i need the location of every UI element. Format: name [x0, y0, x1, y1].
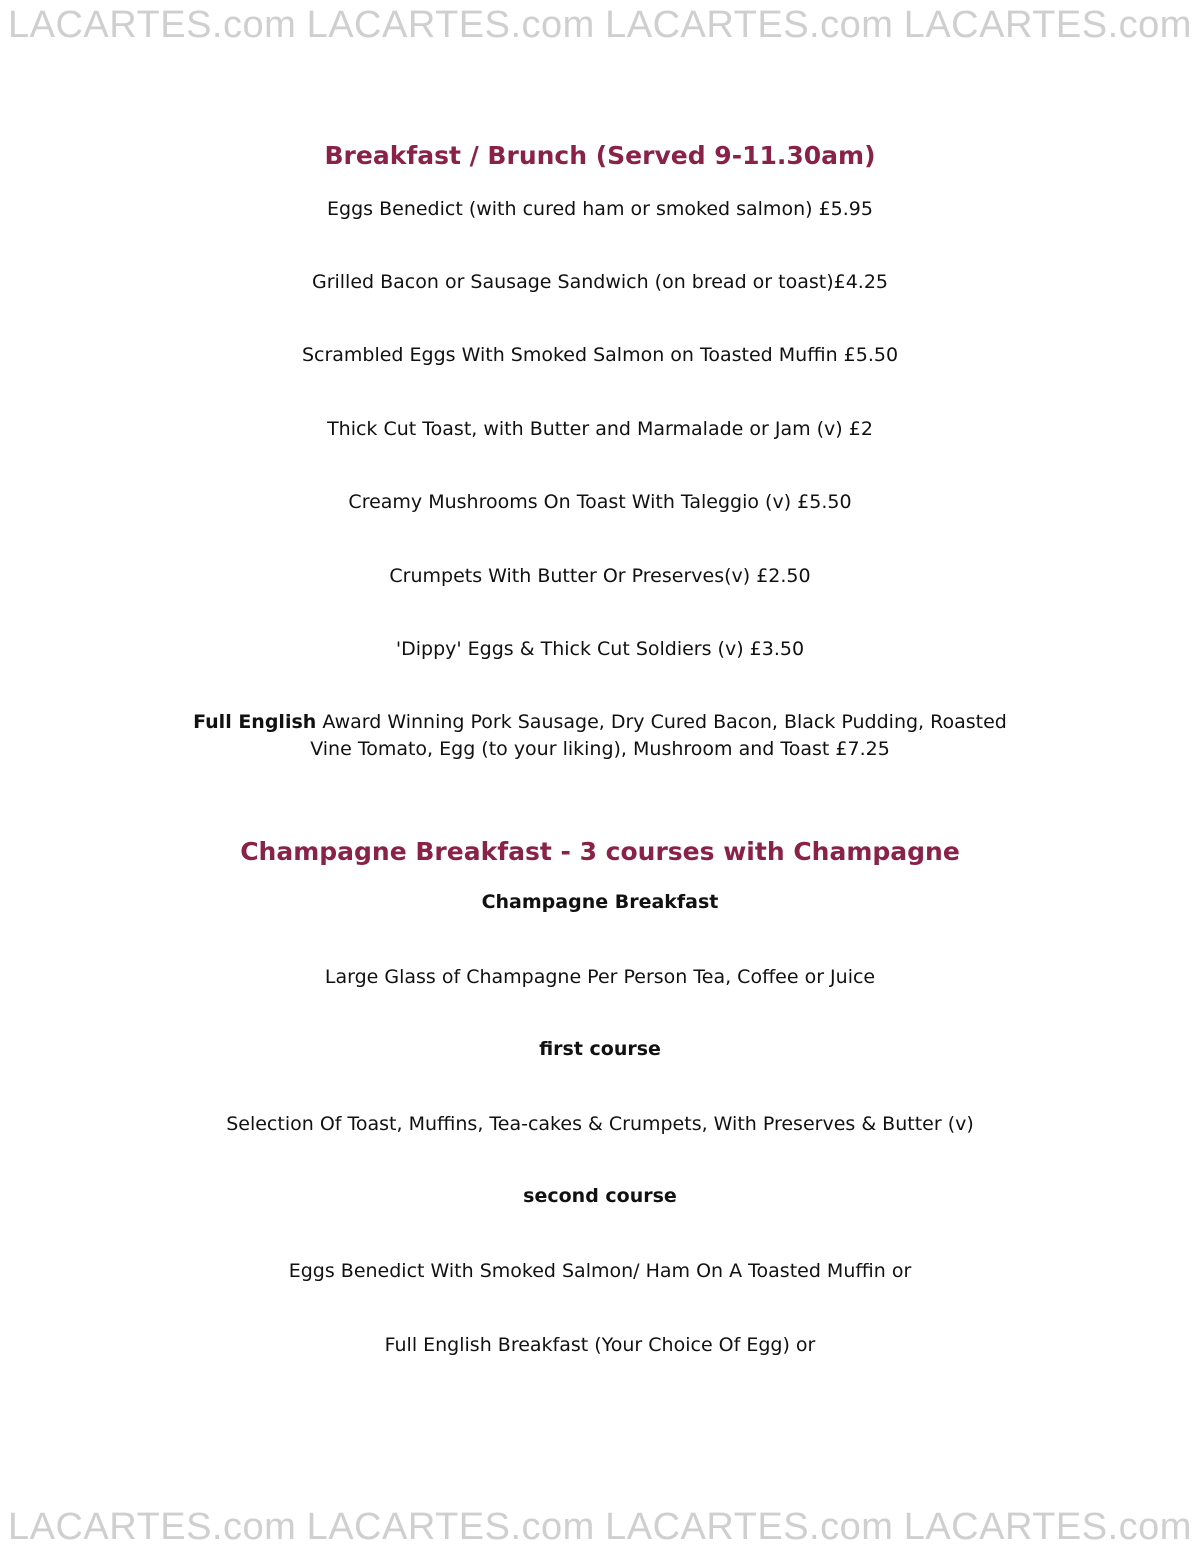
watermark-text: LACARTES.com: [605, 4, 894, 46]
full-english-description: Award Winning Pork Sausage, Dry Cured Bacon, Black Pudding, Roasted Vine Tomato, Egg (to your liking), Mushroom and Toast £7.25: [310, 711, 1007, 760]
champagne-subtitle: Champagne Breakfast: [481, 891, 719, 913]
watermark-top: [0, 4, 1200, 47]
watermark-bottom: [0, 1506, 1200, 1549]
watermark-text: LACARTES.com: [903, 1506, 1192, 1548]
watermark-text: LACARTES.com: [306, 1506, 595, 1548]
menu-item: Crumpets With Butter Or Preserves(v) £2.50: [389, 565, 811, 587]
drinks-line: Large Glass of Champagne Per Person Tea, Coffee or Juice: [324, 966, 876, 988]
second-course-label: second course: [523, 1185, 677, 1207]
watermark-text: LACARTES.com: [605, 1506, 894, 1548]
menu-item: Eggs Benedict (with cured ham or smoked salmon) £5.95: [327, 198, 873, 220]
menu-item: Creamy Mushrooms On Toast With Taleggio (v) £5.50: [348, 491, 852, 513]
watermark-text: LACARTES.com: [306, 4, 595, 46]
second-course-item: Eggs Benedict With Smoked Salmon/ Ham On A Toasted Muffin or: [288, 1260, 912, 1282]
full-english-name: Full English: [193, 711, 317, 733]
first-course-item: Selection Of Toast, Muffins, Tea-cakes & Crumpets, With Preserves & Butter (v): [226, 1113, 974, 1135]
first-course-label: first course: [539, 1038, 661, 1060]
menu-item: Thick Cut Toast, with Butter and Marmalade or Jam (v) £2: [327, 418, 873, 440]
full-english-item: [170, 709, 1030, 763]
watermark-text: LACARTES.com: [8, 4, 297, 46]
brunch-heading: Breakfast / Brunch (Served 9-11.30am): [324, 141, 876, 170]
champagne-heading: Champagne Breakfast - 3 courses with Champagne: [240, 837, 960, 866]
menu-item: Grilled Bacon or Sausage Sandwich (on bread or toast)£4.25: [311, 271, 889, 293]
watermark-text: LACARTES.com: [8, 1506, 297, 1548]
menu-item: 'Dippy' Eggs & Thick Cut Soldiers (v) £3.50: [395, 638, 805, 660]
second-course-item: Full English Breakfast (Your Choice Of Egg) or: [384, 1334, 816, 1356]
watermark-text: LACARTES.com: [903, 4, 1192, 46]
menu-item: Scrambled Eggs With Smoked Salmon on Toasted Muffin £5.50: [301, 344, 899, 366]
